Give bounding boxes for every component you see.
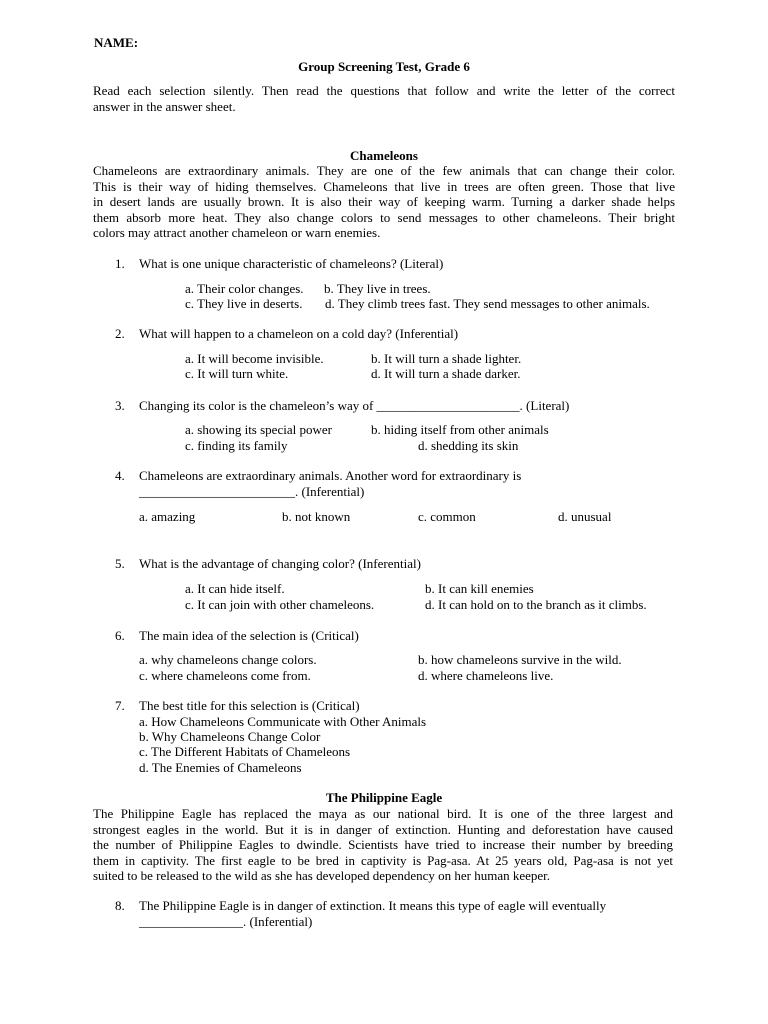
- option-d: d. unusual: [558, 509, 612, 524]
- option-c: c. where chameleons come from.: [139, 668, 311, 683]
- option-a: a. amazing: [139, 509, 196, 524]
- question-number: 1.: [115, 256, 125, 271]
- option-b: b. It can kill enemies: [425, 581, 534, 596]
- option-d: d. where chameleons live.: [418, 668, 554, 683]
- question-number: 5.: [115, 556, 125, 571]
- passage-chameleons: [93, 163, 675, 241]
- option-d: d. shedding its skin: [418, 438, 519, 453]
- option-c: c. finding its family: [185, 438, 288, 453]
- question-text: What is the advantage of changing color? (Inferential): [139, 556, 421, 571]
- passage-title-chameleons: Chameleons: [350, 148, 418, 163]
- instructions-line: answer in the answer sheet.: [93, 98, 236, 114]
- name-label: NAME:: [94, 35, 139, 50]
- option-d: d. It can hold on to the branch as it climbs.: [425, 597, 647, 612]
- question-number: 2.: [115, 326, 125, 341]
- passage-line: them in captivity. The first eagle to be bred in captivity is Pag-asa. At 25 years old, Pag-asa is not yet: [93, 852, 673, 868]
- question-number: 7.: [115, 698, 125, 713]
- option-c: c. common: [418, 509, 476, 524]
- instructions: [93, 83, 675, 114]
- option-b: b. Why Chameleons Change Color: [139, 729, 321, 744]
- passage-line: The Philippine Eagle has replaced the maya as our national bird. It is one of the three largest and: [93, 806, 673, 821]
- passage-title-philippine-eagle: The Philippine Eagle: [325, 790, 443, 805]
- instructions-line: Read each selection silently. Then read the questions that follow and write the letter of the correct: [93, 83, 675, 98]
- option-a: a. It can hide itself.: [185, 581, 285, 596]
- question-text-continued: ________________________. (Inferential): [139, 484, 365, 499]
- option-d: d. The Enemies of Chameleons: [139, 760, 302, 775]
- passage-line: colors may attract another chameleon or warn enemies.: [93, 225, 381, 240]
- question-text: What will happen to a chameleon on a cold day? (Inferential): [139, 326, 459, 341]
- test-title: Group Screening Test, Grade 6: [298, 59, 470, 74]
- passage-line: the number of Philippine Eagles to dwindle. Scientists have tried to increase their number by breeding: [93, 837, 673, 852]
- option-d: d. It will turn a shade darker.: [371, 366, 521, 381]
- option-c: c. They live in deserts.: [185, 296, 303, 311]
- option-c: c. It will turn white.: [185, 366, 289, 381]
- option-c: c. The Different Habitats of Chameleons: [139, 744, 351, 759]
- question-number: 4.: [115, 468, 125, 483]
- option-a: a. why chameleons change colors.: [139, 652, 317, 667]
- option-b: b. hiding itself from other animals: [371, 422, 549, 437]
- option-a: a. It will become invisible.: [185, 351, 324, 366]
- option-b: b. not known: [282, 509, 351, 524]
- question-text: The Philippine Eagle is in danger of extinction. It means this type of eagle will eventually: [139, 898, 607, 913]
- option-b: b. They live in trees.: [324, 281, 431, 296]
- question-number: 6.: [115, 628, 125, 643]
- question-number: 8.: [115, 898, 125, 913]
- question-text: Changing its color is the chameleon’s way of ______________________. (Literal): [139, 398, 570, 413]
- question-text: What is one unique characteristic of chameleons? (Literal): [139, 256, 444, 271]
- question-text: Chameleons are extraordinary animals. Another word for extraordinary is: [139, 468, 522, 483]
- option-a: a. Their color changes.: [185, 281, 304, 296]
- passage-philippine-eagle: [93, 806, 673, 884]
- passage-line: This is their way of hiding themselves. Chameleons that live in trees are often green. Those that live: [93, 178, 675, 194]
- passage-line: suited to be released to the wild as she has developed dependency on her human keeper.: [93, 868, 551, 883]
- question-text: The main idea of the selection is (Critical): [139, 628, 359, 643]
- option-d: d. They climb trees fast. They send messages to other animals.: [325, 296, 650, 311]
- question-number: 3.: [115, 398, 125, 413]
- passage-line: strongest eagles in the world. But it is in danger of extinction. Hunting and deforestation have caused: [93, 821, 673, 837]
- passage-line: Chameleons are extraordinary animals. They are one of the few animals that can change their color.: [93, 163, 675, 178]
- option-a: a. showing its special power: [185, 422, 332, 437]
- option-a: a. How Chameleons Communicate with Other Animals: [139, 714, 427, 729]
- question-text-continued: ________________. (Inferential): [139, 914, 313, 929]
- option-b: b. how chameleons survive in the wild.: [418, 652, 622, 667]
- passage-line: in desert lands are usually brown. It is also their way of keeping warm. Turning a darker shade helps: [93, 194, 675, 209]
- option-c: c. It can join with other chameleons.: [185, 597, 375, 612]
- question-text: The best title for this selection is (Critical): [139, 698, 360, 713]
- option-b: b. It will turn a shade lighter.: [371, 351, 522, 366]
- passage-line: them absorb more heat. They also change colors to send messages to other chameleons. Their bright: [93, 209, 675, 225]
